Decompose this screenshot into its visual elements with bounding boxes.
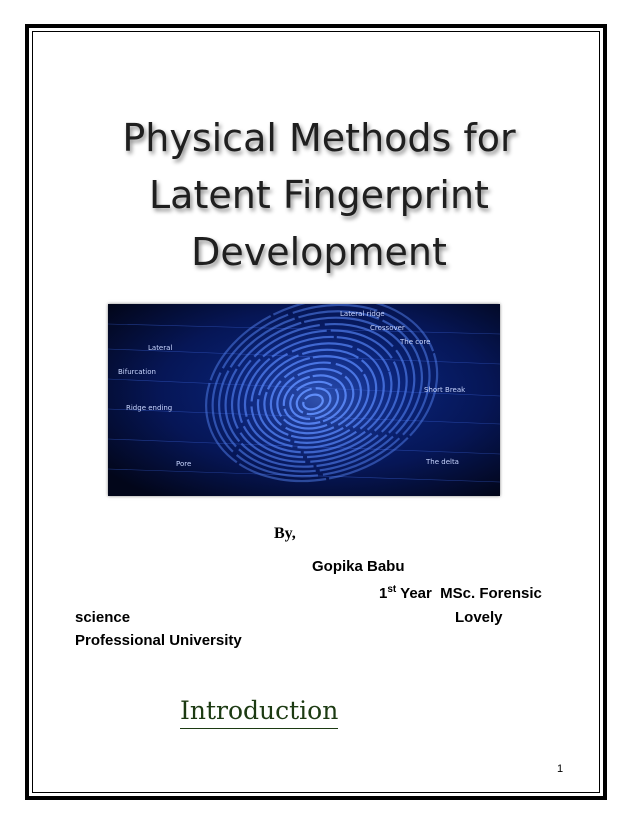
image-label: Ridge ending [126,404,173,412]
course-ordinal: 1 [379,585,388,602]
course-text: Year MSc. Forensic [396,585,542,602]
document-title [0,110,638,281]
image-label: Short Break [424,386,466,394]
image-label: Pore [176,460,192,468]
byline: By, [274,525,296,542]
image-label: The delta [426,458,459,466]
image-label: Crossover [370,324,405,332]
fingerprint-illustration [108,304,500,496]
page-number: 1 [557,763,564,775]
image-label: Lateral ridge [340,310,385,318]
title-line-2: Latent Fingerprint [149,173,489,217]
section-heading-introduction: Introduction [180,695,338,729]
image-label: The core [400,338,431,346]
title-line-1: Physical Methods for [122,116,516,160]
course-ordinal-suffix: st [387,584,397,595]
title-line-3: Development [191,230,447,274]
fingerprint-image [108,304,500,496]
course-science: science [75,609,131,626]
university-name: Professional University [75,632,242,649]
author-name: Gopika Babu [312,558,405,575]
image-label: Lateral [148,344,173,352]
course-line [379,584,542,602]
image-label: Bifurcation [118,368,156,376]
university-lovely: Lovely [455,609,503,626]
